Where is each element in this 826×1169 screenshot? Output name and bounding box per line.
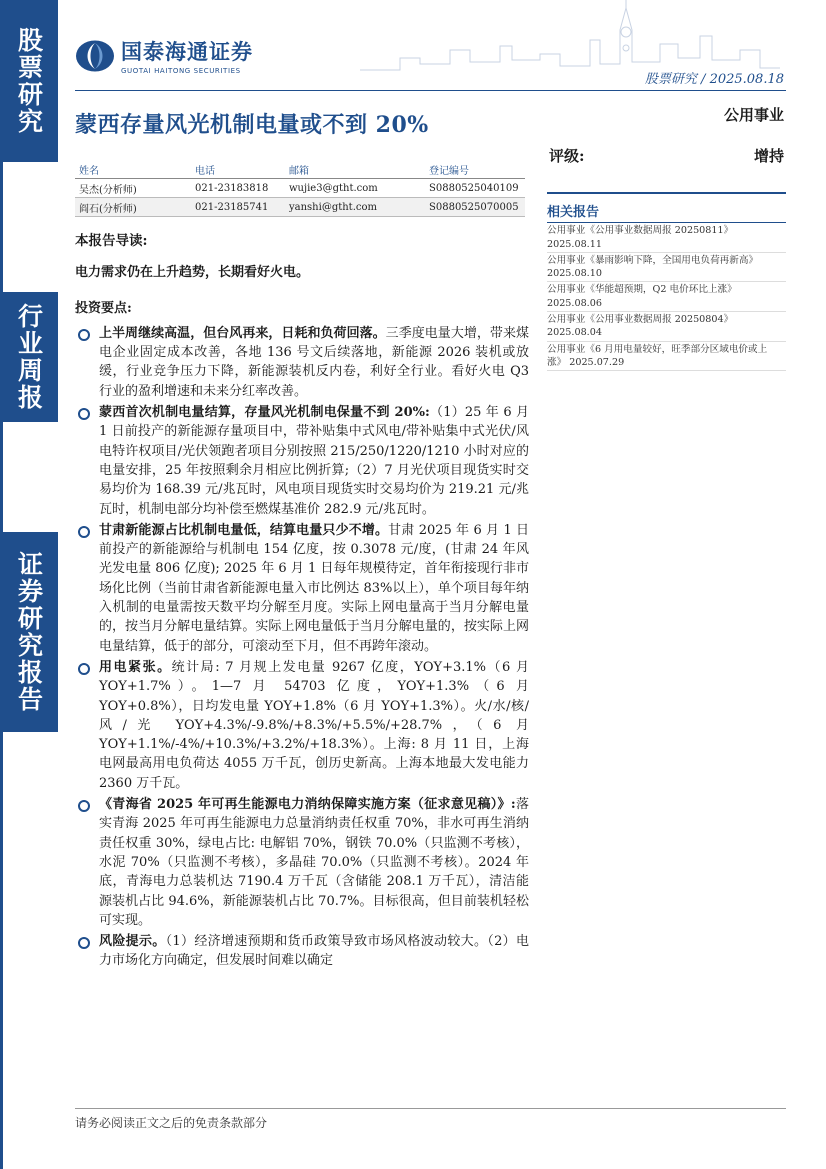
point-lead: 用电紧张。 xyxy=(99,659,172,675)
point-text: 甘肃 2025 年 6 月 1 日前投产的新能源给与机制电 154 亿度，按 0.3078 元/度，(甘肃 24 年风光发电量 806 亿度); 2025 年 6 月 1 日每年规模待定，首年衔接现行非市场化比例（当前甘肃省新能源电量入市比例达 83%以上），单个项目每年纳入机制的电量需按天数平均分解至月度。实际上网电量高于当月分解电量的，按当月分解电量结算。实际上网电量低于当月分解电量的，按实际上网电量结算，低于的部分，可滚动至下月，但不再跨年滚动。 xyxy=(99,522,529,654)
related-reports-title: 相关报告 xyxy=(547,206,786,223)
point-lead: 蒙西首次机制电量结算，存量风光机制电保量不到 20%: xyxy=(99,405,430,421)
skyline-illustration xyxy=(360,0,780,76)
header-rule xyxy=(75,90,786,91)
investment-point xyxy=(75,795,529,930)
investment-point xyxy=(75,324,529,401)
rating-box xyxy=(547,145,786,194)
table-row xyxy=(75,179,525,198)
analyst-name: 阎石(分析师) xyxy=(75,198,191,217)
analyst-contacts-table xyxy=(75,161,525,217)
point-lead: 《青海省 2025 年可再生能源电力消纳保障实施方案（征求意见稿）》: xyxy=(99,797,516,813)
footer-rule xyxy=(75,1108,786,1109)
table-row xyxy=(75,198,525,217)
industry-label: 公用事业 xyxy=(723,106,784,124)
bullet-circle-icon xyxy=(78,937,90,949)
analyst-name: 吴杰(分析师) xyxy=(75,179,191,198)
analyst-email[interactable]: wujie3@gtht.com xyxy=(285,179,425,198)
column-header: 邮箱 xyxy=(285,161,425,179)
column-header: 登记编号 xyxy=(425,161,525,179)
related-reports xyxy=(547,206,786,371)
logo-name-cn: 国泰海通证券 xyxy=(121,40,253,64)
disclaimer-note: 请务必阅读正文之后的免责条款部分 xyxy=(75,1116,268,1130)
rating-label: 评级: xyxy=(549,147,585,165)
related-report-item[interactable]: 公用事业《华能超预期，Q2 电价环比上涨》 2025.08.06 xyxy=(547,282,786,312)
analyst-registration: S0880525040109 xyxy=(425,179,525,198)
related-report-item[interactable]: 公用事业《暴雨影响下降，全国用电负荷再新高》 2025.08.10 xyxy=(547,253,786,283)
sidebar-divider xyxy=(0,422,3,532)
sidebar-block-stock-research: 股票研究 xyxy=(0,0,58,162)
sidebar-block-securities-report: 证券研究报告 xyxy=(0,532,58,732)
guide-heading: 本报告导读: xyxy=(75,233,148,249)
bullet-circle-icon xyxy=(78,329,90,341)
report-meta: 股票研究 / 2025.08.18 xyxy=(644,72,784,87)
bullet-circle-icon xyxy=(78,408,90,420)
column-header: 电话 xyxy=(191,161,285,179)
left-sidebar xyxy=(0,0,58,1169)
column-header: 姓名 xyxy=(75,161,191,179)
point-text: （1）经济增速预期和货币政策导致市场风格波动较大。（2）电力市场化方向确定，但发展时间难以确定 xyxy=(99,934,529,969)
point-text: 三季度电量大增，带来煤电企业固定成本改善，各地 136 号文后续落地，新能源 2026 装机或放缓，行业竞争压力下降，新能源装机反内卷，利好全行业。看好火电 Q3 行业的盈利增速和未来分红率改善。 xyxy=(99,325,529,399)
logo-name-en: GUOTAI HAITONG SECURITIES xyxy=(121,67,241,75)
point-lead: 上半周继续高温，但台风再来，日耗和负荷回落。 xyxy=(99,325,386,341)
point-text: （1）25 年 6 月 1 日前投产的新能源存量项目中，带补贴集中式风电/带补贴集中式光伏/风电特许权项目/光伏领跑者项目分别按照 215/250/1220/1210 小时对应的电量安排，25 年按照剩余月相应比例折算;（2）7 月光伏项目现货实时交易均价为 168.39 元/兆瓦时，风电项目现货实时交易均价为 219.21 元/兆瓦时，机制电部分均补偿至燃煤基准价 282.9 元/兆瓦时。 xyxy=(99,405,529,517)
analyst-phone: 021-23185741 xyxy=(191,198,285,217)
points-heading: 投资要点: xyxy=(75,300,132,316)
investment-point xyxy=(75,932,529,971)
logo-mark-icon xyxy=(75,39,115,73)
investment-point xyxy=(75,521,529,656)
point-text: 统计局: 7 月规上发电量 9267 亿度，YOY+3.1%（6 月 YOY+1.7%）。1—7 月 54703 亿度，YOY+1.3%（6 月 YOY+0.8%），日均发电量 YOY+1.8%（6 月 YOY+1.3%）。火/水/核/风/光 YOY+4.3%/-9.8%/+8.3%/+5.5%/+28.7%，（6 月 YOY+1.1%/-4%/+10.3%/+3.2%/+18.3%）。上海: 8 月 11 日，上海电网最高用电负荷达 4055 万千瓦，创历史新高。上海本地最大发电能力 2360 万千瓦。 xyxy=(99,659,529,791)
analyst-registration: S0880525070005 xyxy=(425,198,525,217)
table-header-row xyxy=(75,161,525,179)
bullet-circle-icon xyxy=(78,526,90,538)
report-body xyxy=(75,232,529,973)
related-report-item[interactable]: 公用事业《公用事业数据周报 20250804》 2025.08.04 xyxy=(547,312,786,342)
report-title: 蒙西存量风光机制电量或不到 20% xyxy=(75,112,429,138)
company-logo xyxy=(75,36,253,75)
bullet-circle-icon xyxy=(78,663,90,675)
investment-point xyxy=(75,658,529,793)
analyst-phone: 021-23183818 xyxy=(191,179,285,198)
point-lead: 风险提示。 xyxy=(99,934,166,950)
analyst-email[interactable]: yanshi@gtht.com xyxy=(285,198,425,217)
rating-rule xyxy=(547,192,786,194)
point-text: 落实青海 2025 年可再生能源电力总量消纳责任权重 70%，非水可再生消纳责任权重 30%，绿电占比: 电解铝 70%，钢铁 70.0%（只监测不考核），水泥 70%（只监测不考核），多晶硅 70.0%（只监测不考核）。2024 年底，青海电力总装机达 7190.4 万千瓦（含储能 208.1 万千瓦），清洁能源装机占比 94.6%，新能源装机占比 70.7%。目标很高，但目前装机轻松可实现。 xyxy=(99,797,529,928)
sidebar-divider xyxy=(0,732,3,1169)
investment-point xyxy=(75,403,529,519)
point-lead: 甘肃新能源占比机制电量低，结算电量只少不增。 xyxy=(99,522,389,538)
rating-value: 增持 xyxy=(753,147,784,165)
sidebar-block-weekly: 行业周报 xyxy=(0,292,58,422)
related-report-item[interactable]: 公用事业《公用事业数据周报 20250811》 2025.08.11 xyxy=(547,223,786,253)
guide-text: 电力需求仍在上升趋势，长期看好火电。 xyxy=(75,265,310,281)
bullet-circle-icon xyxy=(78,800,90,812)
sidebar-divider xyxy=(0,162,3,292)
related-report-item[interactable]: 公用事业《6 月用电量较好，旺季部分区域电价或上涨》 2025.07.29 xyxy=(547,342,786,372)
